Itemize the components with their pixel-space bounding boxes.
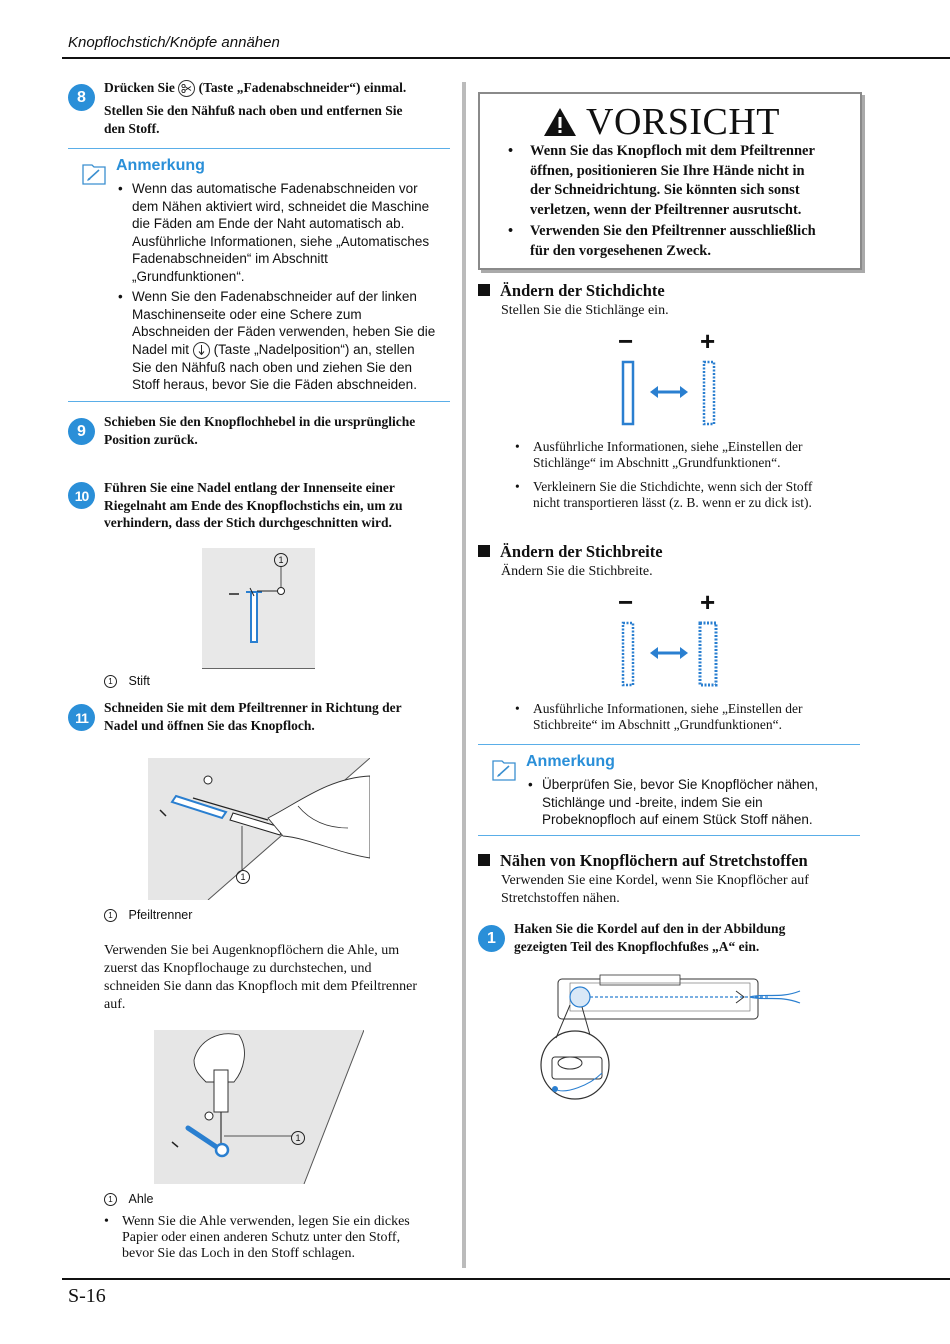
figure-3-callout [291,1129,305,1147]
note-1-b1-line: die Fäden am Ende der Naht automatisch ab. [132,216,405,231]
bullet-line: Papier oder einen anderen Schutz unter den Stoff, [122,1230,401,1245]
caution-line: Wenn Sie das Knopfloch mit dem Pfeiltrenner [530,143,815,159]
note-2-bullet-1: • Überprüfen Sie, bevor Sie Knopflöcher nähen, Stichlänge und -breite, indem Sie ein Probeknopfloch auf einem Stück Stoff nähen. [528,776,872,829]
note-2-line: Überprüfen Sie, bevor Sie Knopflöcher nähen, [542,777,819,792]
caution-line: für den vorgesehenen Zweck. [530,242,711,259]
note-1-bottom-rule [68,401,450,402]
callout-number: 1 [236,870,250,884]
note-2-title: Anmerkung [526,753,615,770]
caution-line: verletzen, wenn der Pfeiltrenner ausrutscht. [530,201,802,218]
note-1-b1-line: dem Nähen aktiviert wird, schneidet die Maschine [132,198,430,214]
step-10-line: verhindern, dass der Stich durchgeschnitten wird. [104,515,392,530]
step-8-line2: Stellen Sie den Nähfuß nach oben und entfernen Sie [104,103,403,118]
step-number-8: 8 [68,84,95,111]
page-header-title: Knopflochstich/Knöpfe annähen [68,34,280,51]
bullet-line: Wenn Sie die Ahle verwenden, legen Sie ein dickes [122,1214,410,1229]
step-number-1: 1 [478,925,505,952]
section-2-subtitle: Ändern Sie die Stichbreite. [501,564,653,579]
subtitle-line: Stretchstoffen nähen. [501,891,620,906]
note-1-b2-line: Sie den Nähfuß nach oben und ziehen Sie den [132,359,412,375]
warning-triangle-icon [542,106,578,138]
step-11-line: Nadel und öffnen Sie das Knopfloch. [104,717,315,733]
caption-callout-number: 1 [104,1193,117,1206]
caution-line: öffnen, positionieren Sie Ihre Hände nicht in [530,162,805,179]
step-9-text [104,413,454,448]
callout-number: 1 [291,1131,305,1145]
note-1-bullet-1: • Wenn das automatische Fadenabschneiden vor dem Nähen aktiviert wird, schneidet die Maschine die Fäden am Ende der Naht automatisch ab. Ausführliche Informationen, siehe „Automatisches Fadenabschneiden“ im Abschnitt „Grundfunktionen“. [118,180,448,285]
caption-callout-number: 1 [104,675,117,688]
caption-text: Pfeiltrenner [128,908,193,922]
section-1-bullet-1: • Ausführliche Informationen, siehe „Einstellen der Stichlänge“ im Abschnitt „Grundfunktionen“. [515,439,893,471]
step-11-text [104,699,454,734]
figure-seam-ripper-illustration [148,758,370,900]
section-3-subtitle [501,872,861,908]
section-2-bullet-1: • Ausführliche Informationen, siehe „Einstellen der Stichbreite“ im Abschnitt „Grundfunktionen“. [515,701,893,733]
buttonhole-foot-illustration [530,965,810,1125]
figure-3-caption [104,1192,154,1206]
note-1-b2-line: Maschinenseite oder eine Schere zum [132,306,362,322]
eyelet-paragraph [104,942,454,1014]
caution-line: der Schneidrichtung. Sie könnten sich sonst [530,182,800,198]
section-title-text: Nähen von Knopflöchern auf Stretchstoffen [500,851,808,870]
figure-1-callout [274,551,288,569]
minus-sign: − [618,587,634,617]
step-8-line1-pre: Drücken Sie [104,80,175,95]
step-11-line: Schneiden Sie mit dem Pfeiltrenner in Richtung der [104,700,402,715]
needle-position-key-icon [193,342,210,359]
note-1-b1-line: Ausführliche Informationen, siehe „Automatisches [132,233,430,249]
page-number: S-16 [68,1285,106,1307]
step-1-text [514,920,864,955]
step-9-line: Position zurück. [104,431,198,447]
bullet-line: bevor Sie das Loch in den Stoff schlagen. [122,1246,356,1261]
paragraph-line: schneiden Sie dann das Knopfloch mit dem Pfeiltrenner [104,979,417,994]
note-1-b1-line: Fadenabschneiden“ im Abschnitt [132,251,328,266]
plus-sign: + [700,587,716,617]
paragraph-line: Verwenden Sie bei Augenknopflöchern die Ahle, um [104,943,400,958]
stitch-width-diagram [612,587,732,689]
step-8-text [104,79,454,137]
step-1-line: gezeigten Teil des Knopflochfußes „A“ ein. [514,938,760,954]
note-1-b2-line: Abschneiden der Fäden verwenden, heben Sie die [132,324,436,339]
callout-number: 1 [274,553,288,567]
note-1-title: Anmerkung [116,157,205,174]
figure-awl-illustration [154,1030,364,1184]
note-2-top-rule [478,744,860,745]
step-10-line: Führen Sie eine Nadel entlang der Innenseite einer [104,480,395,495]
figure-2-caption [104,908,192,922]
bullet-line: Ausführliche Informationen, siehe „Einstellen der [533,439,803,454]
figure-1-caption [104,674,150,688]
section-square-icon [478,284,490,296]
bullet-line: Verkleinern Sie die Stichdichte, wenn sich der Stoff [533,479,813,494]
bullet-line: Stichbreite“ im Abschnitt „Grundfunktionen“. [533,717,782,732]
note-1-body [118,180,448,394]
caution-box [478,92,862,270]
awl-bullet: • Wenn Sie die Ahle verwenden, legen Sie ein dickes Papier oder einen anderen Schutz unter den Stoff, bevor Sie das Loch in den Stoff schlagen. [104,1214,472,1262]
step-number-11: 11 [68,704,95,731]
caption-text: Stift [128,674,151,688]
note-1-b2-line4-pre: Nadel mit [132,341,190,357]
figure-2-callout [236,868,250,886]
column-divider [462,82,466,1268]
caption-callout-number: 1 [104,909,117,922]
section-title-text: Ändern der Stichdichte [500,281,665,300]
section-stitch-width-title [478,542,663,562]
paragraph-line: zuerst das Knopflochauge zu durchstechen, und [104,961,372,976]
bullet-line: nicht transportieren lässt (z. B. wenn er zu dick ist). [533,495,812,510]
step-number-10: 10 [68,482,95,509]
note-1-b2-line: Stoff heraus, bevor Sie die Fäden abschneiden. [132,377,417,392]
caution-line: Verwenden Sie den Pfeiltrenner ausschließlich [530,223,816,239]
caution-heading [542,100,780,144]
paragraph-line: auf. [104,997,126,1012]
subtitle-line: Verwenden Sie eine Kordel, wenn Sie Knopflöcher auf [501,873,809,888]
bullet-line: Ausführliche Informationen, siehe „Einstellen der [533,701,803,716]
bullet-line: Stichlänge“ im Abschnitt „Grundfunktionen“. [533,455,781,470]
scissors-key-icon [178,80,195,97]
note-1-top-rule [68,148,450,149]
note-pencil-icon [490,756,518,787]
step-number-9: 9 [68,418,95,445]
note-1-b1-line: „Grundfunktionen“. [132,268,245,284]
plus-sign: + [700,326,716,356]
section-1-bullet-2: • Verkleinern Sie die Stichdichte, wenn sich der Stoff nicht transportieren lässt (z. B. wenn er zu dick ist). [515,479,893,511]
note-1-b1-line: Wenn das automatische Fadenabschneiden vor [132,181,418,196]
step-8-line1-post: (Taste „Fadenabschneider“) einmal. [198,80,407,95]
note-2-line: Probeknopfloch auf einem Stück Stoff nähen. [542,812,813,827]
header-rule [62,57,950,59]
note-1-bullet-2: • Wenn Sie den Fadenabschneider auf der linken Maschinenseite oder eine Schere zum Abschneiden der Fäden verwenden, heben Sie die Nadel mit (Taste „Nadelposition“) an, stellen Sie den Nähfuß nach oben und ziehen Sie den Stoff heraus, bevor Sie die Fäden abschneiden. [118,288,448,394]
figure-pin-illustration [202,548,315,669]
note-2-line: Stichlänge und -breite, indem Sie ein [542,794,763,810]
note-2-bottom-rule [478,835,860,836]
step-9-line: Schieben Sie den Knopflochhebel in die ursprüngliche [104,414,416,429]
note-pencil-icon [80,160,108,191]
step-10-line: Riegelnaht am Ende des Knopflochstichs ein, um zu [104,497,403,513]
section-square-icon [478,854,490,866]
section-title-text: Ändern der Stichbreite [500,542,663,561]
section-1-subtitle: Stellen Sie die Stichlänge ein. [501,303,669,318]
step-8-line3: den Stoff. [104,120,160,136]
section-square-icon [478,545,490,557]
note-1-b2-line: Wenn Sie den Fadenabschneider auf der linken [132,289,417,304]
caution-bullet-1: • Wenn Sie das Knopfloch mit dem Pfeiltrenner öffnen, positionieren Sie Ihre Hände nicht in der Schneidrichtung. Sie könnten sich sonst verletzen, wenn der Pfeiltrenner ausrutscht. [508,142,876,220]
note-1-b2-line4-post: (Taste „Nadelposition“) an, stellen [213,341,415,357]
section-stitch-density-title [478,281,665,301]
section-stretch-title [478,851,808,871]
footer-rule [62,1278,950,1280]
caution-title: VORSICHT [586,101,781,143]
stitch-density-diagram [612,326,732,428]
caution-bullet-2: • Verwenden Sie den Pfeiltrenner ausschließlich für den vorgesehenen Zweck. [508,222,876,261]
step-10-text [104,479,454,532]
minus-sign: − [618,326,634,356]
caption-text: Ahle [128,1192,154,1206]
step-1-line: Haken Sie die Kordel auf den in der Abbildung [514,921,786,936]
